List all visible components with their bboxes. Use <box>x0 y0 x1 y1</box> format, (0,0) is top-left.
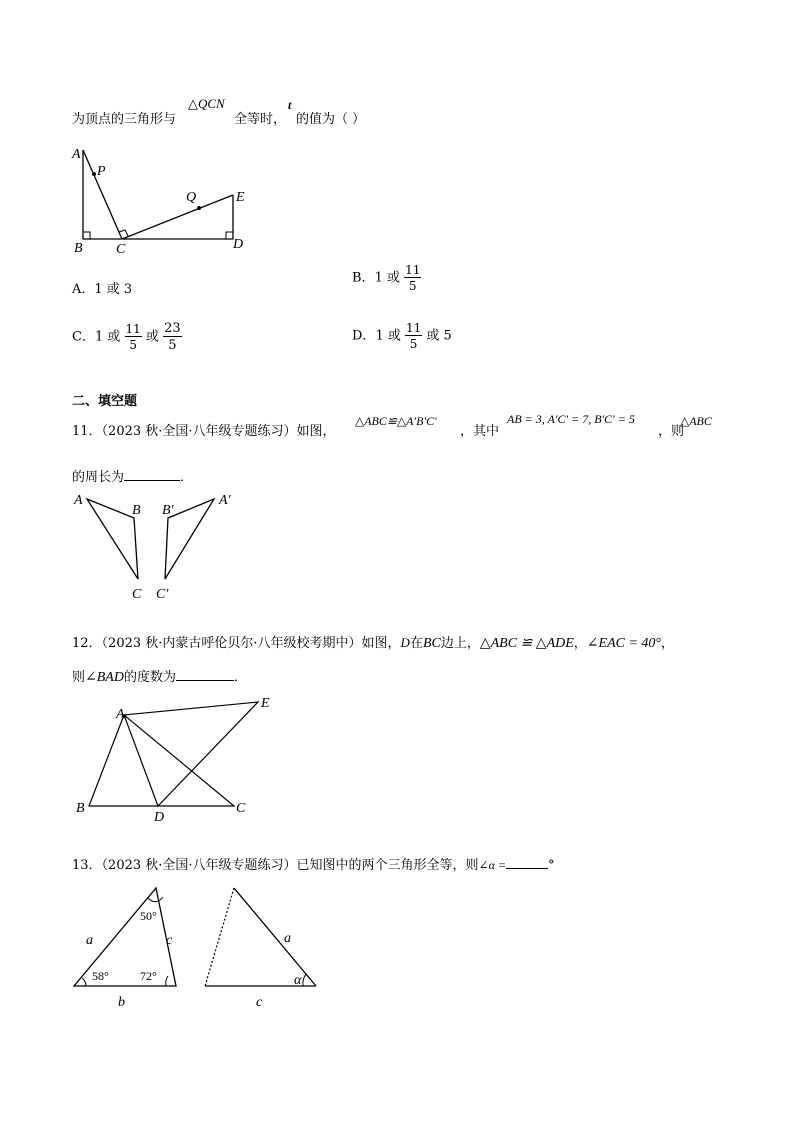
q12-label-c: C <box>236 801 246 816</box>
q13-angle-arc-72 <box>166 976 168 986</box>
q10-option-a[interactable]: A．1 或 3 <box>72 282 133 297</box>
q13-angle-arc-alpha <box>303 974 306 986</box>
q13-label-alpha: α <box>294 973 302 988</box>
q10-segment-ce <box>122 195 233 239</box>
q11-given: AB = 3, A′C′ = 7, B′C′ = 5 <box>507 412 635 426</box>
q11-triangle: △ABC <box>680 414 712 428</box>
q10-option-c[interactable]: C．1 或 $\frac{11}{5}$ 或 $\frac{23}{5}$ <box>72 321 181 353</box>
q13-stem: 13．（2023 秋·全国·八年级专题练习）已知图中的两个三角形全等，则∠α = ° <box>72 858 555 873</box>
q12-answer-blank[interactable] <box>176 668 234 681</box>
q12-stem: 12．（2023 秋·内蒙古呼伦贝尔·八年级校考期中）如图，D在BC边上，△ABC ≌ △ADE，∠EAC = 40°， <box>72 635 675 651</box>
q13-angle-arc-58 <box>82 978 86 986</box>
q11-stem: 11．（2023 秋·全国·八年级专题练习）如图， <box>72 424 336 439</box>
q10-label-q: Q <box>186 190 197 205</box>
q11-line2: 的周长为 ． <box>72 470 194 485</box>
q11-congruence: △ABC≌△A′B′C′ <box>355 414 437 428</box>
section-title: 二、填空题 <box>72 394 138 409</box>
q12-triangle-abc <box>89 715 234 806</box>
q13-label-a: a <box>86 933 93 948</box>
q13-figure <box>70 880 330 1010</box>
q11-text2: ，其中 <box>460 424 500 439</box>
q11-label-a-prime: A′ <box>219 493 231 508</box>
q11-figure <box>70 488 250 606</box>
q11-label-b: B <box>132 503 141 518</box>
q10-point-p <box>92 172 96 176</box>
q10-option-b[interactable]: B．1 或 $\frac{11}{5}$ <box>352 263 421 293</box>
q11-label-c-prime: C′ <box>156 587 169 602</box>
q10-label-b: B <box>74 241 83 256</box>
q11-triangle-abc <box>87 499 138 579</box>
q10-stem-suffix: 的值为（ ） <box>296 112 366 127</box>
q12-label-a: A <box>116 707 125 722</box>
q11-answer-blank[interactable] <box>124 468 180 481</box>
q10-label-e: E <box>236 190 245 205</box>
q13-label-72: 72° <box>140 969 157 983</box>
q10-stem: 为顶点的三角形与 <box>72 112 177 127</box>
q11-label-c: C <box>132 587 142 602</box>
q10-figure <box>70 140 260 260</box>
q10-point-q <box>197 206 201 210</box>
q10-right-angle-b <box>83 232 90 239</box>
q13-label-50: 50° <box>140 909 157 923</box>
q10-right-angle-d <box>226 232 233 239</box>
q10-label-p: P <box>97 164 106 179</box>
q13-label-a2: a <box>284 931 291 946</box>
q13-right-triangle-side-a <box>234 888 316 986</box>
q10-label-a: A <box>72 147 81 162</box>
q10-label-d: D <box>233 237 244 252</box>
q12-triangle-ade <box>124 702 258 806</box>
q13-label-c2: c <box>256 995 263 1010</box>
q12-label-e: E <box>261 696 270 711</box>
q13-right-triangle-side-dotted <box>205 888 234 986</box>
q10-triangle-name: △QCN <box>188 96 225 111</box>
q11-text3: ，则 <box>658 424 685 439</box>
q11-label-b-prime: B′ <box>162 503 174 518</box>
q13-label-c: c <box>166 933 173 948</box>
q10-var: t <box>288 98 292 112</box>
q10-option-d[interactable]: D．1 或 $\frac{11}{5}$ 或 5 <box>352 321 452 351</box>
q13-label-58: 58° <box>92 969 109 983</box>
q12-figure <box>70 690 280 825</box>
q13-answer-blank[interactable] <box>506 856 548 869</box>
q13-angle-arc-50 <box>148 897 163 902</box>
q13-label-b: b <box>118 995 125 1010</box>
q10-label-c: C <box>116 242 126 257</box>
q12-label-b: B <box>76 801 85 816</box>
q12-line2: 则∠BAD的度数为 ． <box>72 670 247 685</box>
q10-stem-mid: 全等时， <box>234 112 287 127</box>
q11-label-a: A <box>74 493 83 508</box>
q12-label-d: D <box>154 810 165 825</box>
